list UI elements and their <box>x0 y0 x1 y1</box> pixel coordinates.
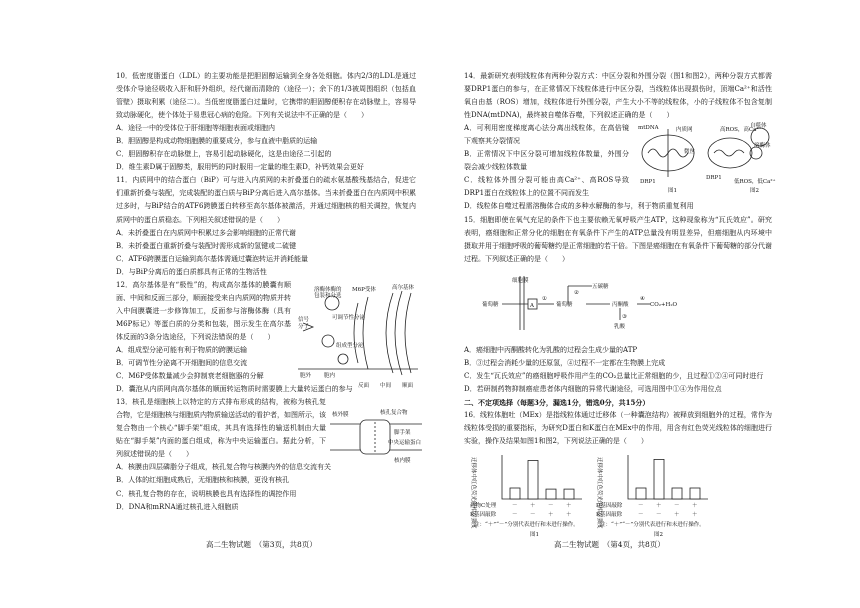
question-16: 16．线粒体胞吐（MEx）是指线粒体通过迁移体（一种囊泡结构）被释放到细胞外的过程，常作为线粒体受损的重要指标，为研究D蛋白和K蛋白在MEx中的作用，用含有红色荧光线粒体的细胞进行实验，操作及结果如图1和图2，下列说法正确的是（ ） <box>464 410 772 446</box>
fig12-cis-label: 顺面 <box>402 383 414 389</box>
chart2-caption: 图2 <box>654 532 663 538</box>
q15-option-a: A．癌细胞中丙酮酸转化为乳酸的过程会生成少量的ATP <box>464 345 638 354</box>
fig13-pore-complex-label: 核孔复合物 <box>380 410 408 416</box>
chart2-row1-label: D基因敲除 <box>596 503 623 509</box>
q11-option-b: B．未折叠蛋白重新折叠与装配时需形成新的氢键或二硫键 <box>116 241 297 250</box>
question-12: 12．高尔基体是有“极性”的，构成高尔基体的膜囊有顺面、中间和反面三部分，顺面接受来自内质网的物质并转入中间膜囊进一步修饰加工，反面参与溶酶体酶（具有M6P标记）等蛋白质的分类和包装，图示发生在高尔基体反面的3条分选途径，下列说法错误的是（ ） <box>116 280 291 341</box>
question-15: 15．细胞即使在氧气充足的条件下也主要依赖无氧呼吸产生ATP，这种现象称为“瓦氏效应”。研究表明，癌细胞和正常分化的细胞在有氧条件下产生的ATP总量没有明显差异，但癌细胞从内环境中摄取并用于细胞呼吸的葡萄糖约是正常细胞的若干倍。下图是癌细胞在有氧条件下葡萄糖的部分代谢过程。下列叙述正确的是（ ） <box>464 215 772 263</box>
chart-sign: － <box>674 503 680 509</box>
nuclear-pore-figure <box>330 406 422 466</box>
chart2-ylabel: 迁移体中红色荧光的相对强度 <box>596 457 602 529</box>
chart-bar <box>510 488 520 499</box>
fig14-mtdna-label: mtDNA <box>638 125 659 131</box>
q14-option-a: A．可利用密度梯度离心法分离出线粒体，在高倍镜下观察其分裂情况 <box>464 124 629 146</box>
q13-option-d: D．DNA和mRNA通过核孔进入细胞质 <box>116 502 239 511</box>
fig14-figure1-caption: 图1 <box>668 188 677 194</box>
q12-option-b: B．可调节性分泌离不开细胞间的信息交流 <box>116 359 248 368</box>
q13-option-b: B．人体的红细胞成熟后，无细胞核和核膜，更没有核孔 <box>116 476 290 485</box>
q10-option-d: D．维生素D属于固醇类，服用钙的同时服用一定量的维生素D，补钙效果会更好 <box>116 163 364 172</box>
question-11: 11．内质网中的结合蛋白（BiP）可与进入内质网的未折叠蛋白的疏水氨基酸残基结合，促进它们重新折叠与装配，完成装配的蛋白质与BiP分离后进入高尔基体。当未折叠蛋白在内质网中积累过多时，与BiP结合的ATF6跨膜蛋白转移至高尔基体被激活，并通过细胞核的相关调控，恢复内质网中的蛋白质稳态。下列相关叙述错误的是（ ） <box>116 176 416 224</box>
chart-sign: ＋ <box>674 512 680 518</box>
fig13-inner-membrane-label: 核内膜 <box>394 458 411 464</box>
fig14-drp1-label-1: DRP1 <box>640 179 656 185</box>
chart1-row2-label: K基因敲除 <box>470 512 497 518</box>
fig12-signal-label-2: 分子 <box>298 324 310 330</box>
fig15-step-2: ② <box>574 290 579 296</box>
fig12-inside-label: 胞内 <box>324 373 336 379</box>
fig12-lysosome-label-2: 包装和分选 <box>314 293 342 299</box>
fig15-co2-label: CO₂+H₂O <box>650 302 678 308</box>
left-page-footer: 高二生物试题 （第3页，共8页） <box>206 540 317 549</box>
section-2-heading: 二、不定项选择（每题3分，漏选1分，错选0分，共15分） <box>464 397 650 407</box>
chart-bar <box>672 488 682 499</box>
chart-sign: － <box>512 512 518 518</box>
fig14-drp1-label-2: DRP1 <box>706 175 722 181</box>
fig15-glucose-inside-label: 葡萄糖 <box>556 302 573 308</box>
chart-sign: ＋ <box>566 503 572 509</box>
fig12-constitutive-label: 组成型分泌 <box>336 343 364 349</box>
q12-option-d: D．囊泡从内质网向高尔基体的顺面转运物质时需要膜上大量转运蛋白的参与 <box>116 385 353 394</box>
chart-bar <box>654 459 664 499</box>
q14-option-d: D．线粒体自噬过程需溶酶体合成的多种水解酶的参与，利于物质重复利用 <box>464 202 694 211</box>
question-13: 13．核孔是细胞核上以特定的方式排布形成的结构，被称为核孔复合物，它是细胞核与细胞质内物质输送活动的看护者，如图所示，该复合物由一个核心“脚手架”组成，其具有选择性的输送机制由大量贴在“脚手架”内面的蛋白组成，称为中央运输蛋白。据此分析，下列叙述错误的是（ ） <box>116 398 326 459</box>
q15-option-b: B．③过程会消耗少量的还原氢，④过程不一定都在生物膜上完成 <box>464 358 666 367</box>
q14-option-b: B．正常情况下中区分裂可增加线粒体数量，外围分裂会减少线粒体数量 <box>464 150 629 172</box>
q11-option-a: A．未折叠蛋白在内质网中积累过多会影响细胞的正常代谢 <box>116 228 297 237</box>
q13-option-c: C．核孔复合物的存在，说明核膜也具有选择性的调控作用 <box>116 489 297 498</box>
fig14-low-ros-label: 低ROS，低Ca²⁺ <box>734 179 776 185</box>
chart-sign: ＋ <box>692 512 698 518</box>
fig15-membrane-label: 细胞膜 <box>512 278 529 284</box>
q15-option-d: D．若研制药物抑制癌症患者体内细胞的异常代谢途径，可选用图中①④为作用位点 <box>464 384 722 393</box>
chart-sign: ＋ <box>548 512 554 518</box>
chart-bar <box>690 488 700 499</box>
golgi-sorting-figure <box>298 283 422 389</box>
chart-sign: ＋ <box>566 512 572 518</box>
fig12-regulated-label: 可调节性分泌 <box>332 315 366 321</box>
question-14: 14．最新研究表明线粒体有两种分裂方式：中区分裂和外围分裂（图1和图2），两种分裂方式都需要DRP1蛋白的参与，在正常情况下线粒体进行中区分裂，当线粒体出现损伤时，顶端Ca²⁺和活性氧自由基（ROS）增加，线粒体进行外围分裂，产生大小不等的线粒体，小的子线粒体不包含复制性DNA(mtDNA)，最终被自噬体吞噬，下列叙述正确的是（ ） <box>464 72 772 120</box>
q14-option-c: C．线粒体外围分裂可能由高Ca²⁺、高ROS导致DRP1蛋白在线粒体上的位置不同而发生 <box>464 176 629 198</box>
chart1-ylabel: 迁移体中红色荧光的相对强度 <box>470 457 476 529</box>
chart-sign: ＋ <box>692 503 698 509</box>
chart2-note: 注：“＋”“－”分别代表进行和未进行操作。 <box>600 522 705 528</box>
chart-bar <box>528 461 538 500</box>
q13-option-a: A．核膜由四层磷脂分子组成，核孔复合物与核膜内外的信息交流有关 <box>116 463 332 472</box>
q12-option-a: A．组成型分泌可能有利于物质的跨膜运输 <box>116 345 248 354</box>
chart-figure-1 <box>502 455 582 499</box>
fig14-autophagosome-label: 自噬体 <box>750 123 767 129</box>
fig15-transporter-a-label: A <box>530 303 534 309</box>
chart-sign: － <box>512 503 518 509</box>
chart-bar <box>564 489 574 499</box>
fig14-microfilament-label: 微丝 <box>684 149 696 155</box>
chart-sign: ＋ <box>530 503 536 509</box>
chart-sign: － <box>656 512 662 518</box>
chart-sign: ＋ <box>656 503 662 509</box>
chart1-caption: 图1 <box>530 532 539 538</box>
chart2-row2-label: K基因敲除 <box>596 512 623 518</box>
chart-sign: － <box>548 503 554 509</box>
fig15-lactate-label: 乳酸 <box>614 324 626 330</box>
fig14-figure2-caption: 图2 <box>750 188 759 194</box>
fig12-trans-label: 反面 <box>358 383 370 389</box>
q11-option-c: C．ATF6跨膜蛋白运输到高尔基体需通过囊泡转运并消耗能量 <box>116 254 309 263</box>
chart-sign: － <box>638 512 644 518</box>
glucose-metabolism-figure <box>482 274 678 340</box>
fig15-step-3: ③ <box>622 314 627 320</box>
chart-bar <box>636 488 646 499</box>
fig12-mid-label: 中间 <box>380 383 392 389</box>
q12-option-c: C．M6P受体数量减少会抑制衰老细胞器的分解 <box>116 372 264 381</box>
fig13-scaffold-label: 脚手架 <box>394 430 411 436</box>
fig12-golgi-label: 高尔基体 <box>392 285 415 291</box>
fig12-m6p-label: M6P受体 <box>352 287 376 293</box>
fig15-step-4: ④ <box>640 296 645 302</box>
chart-sign: － <box>638 503 644 509</box>
q10-option-a: A．途径一中的受体位于肝细胞等细胞表面或细胞内 <box>116 124 276 133</box>
q15-option-c: C．发生“瓦氏效应”的癌细胞呼吸作用产生的CO₂总量比正常细胞的少，且过程①②④可同时进行 <box>464 371 764 380</box>
right-page-footer: 高二生物试题 （第4页，共8页） <box>554 540 665 549</box>
fig12-signal-label: 信号 <box>298 317 310 323</box>
chart1-note: 注：“＋”“－”分别代表进行和未进行操作。 <box>474 522 579 528</box>
fig14-lysosome-label: 溶酶体 <box>754 143 771 149</box>
fig13-outer-membrane-label: 核外膜 <box>332 412 349 418</box>
right-page <box>430 0 860 608</box>
fig12-outside-label: 胞外 <box>300 373 312 379</box>
fig13-central-protein-label: 中央运输蛋白 <box>388 440 422 446</box>
chart-figure-2 <box>628 455 708 499</box>
fig15-pentose-label: 五碳糖 <box>592 284 609 290</box>
mex-bar-charts <box>470 449 705 538</box>
q11-option-d: D．与BiP分离后的蛋白质都具有正常的生物活性 <box>116 267 267 276</box>
fig15-glucose-outside-label: 葡萄糖 <box>482 302 499 308</box>
question-10: 10．低密度脂蛋白（LDL）的主要功能是把胆固醇运输到全身各处细胞。体内2/3的LDL是通过受体介导途径吸收入肝和肝外组织，经代谢而清除的（途径一）；余下的1/3被周围组织（包括血管壁）摄取利累（途径二）。当低密度脂蛋白过量时，它携带的胆固醇便积存在动脉壁上，容易导致动脉硬化，使个体处于易患冠心病的危险。下列有关说法中不正确的是（ ） <box>116 72 416 120</box>
chart1-row1-label: 药物C处理 <box>470 503 497 509</box>
chart-sign: － <box>530 512 536 518</box>
mitochondria-division-figure <box>638 123 774 195</box>
chart-bar <box>546 489 556 499</box>
fig12-lysosome-label: 溶酶体酶的 <box>314 287 342 293</box>
q10-option-b: B．胆固醇是构成动物细胞膜的重要成分，参与血液中脂质的运输 <box>116 137 318 146</box>
q10-option-c: C．胆固醇积存在动脉壁上，容易引起动脉硬化，这是由途径二引起的 <box>116 150 332 159</box>
fig15-step-1: ① <box>542 296 547 302</box>
fig15-pyruvate-label: 丙酮酸 <box>612 302 629 308</box>
fig14-ros-label: 高ROS，高Ca²⁺ <box>720 127 762 133</box>
fig14-er-label: 内质网 <box>676 127 693 133</box>
